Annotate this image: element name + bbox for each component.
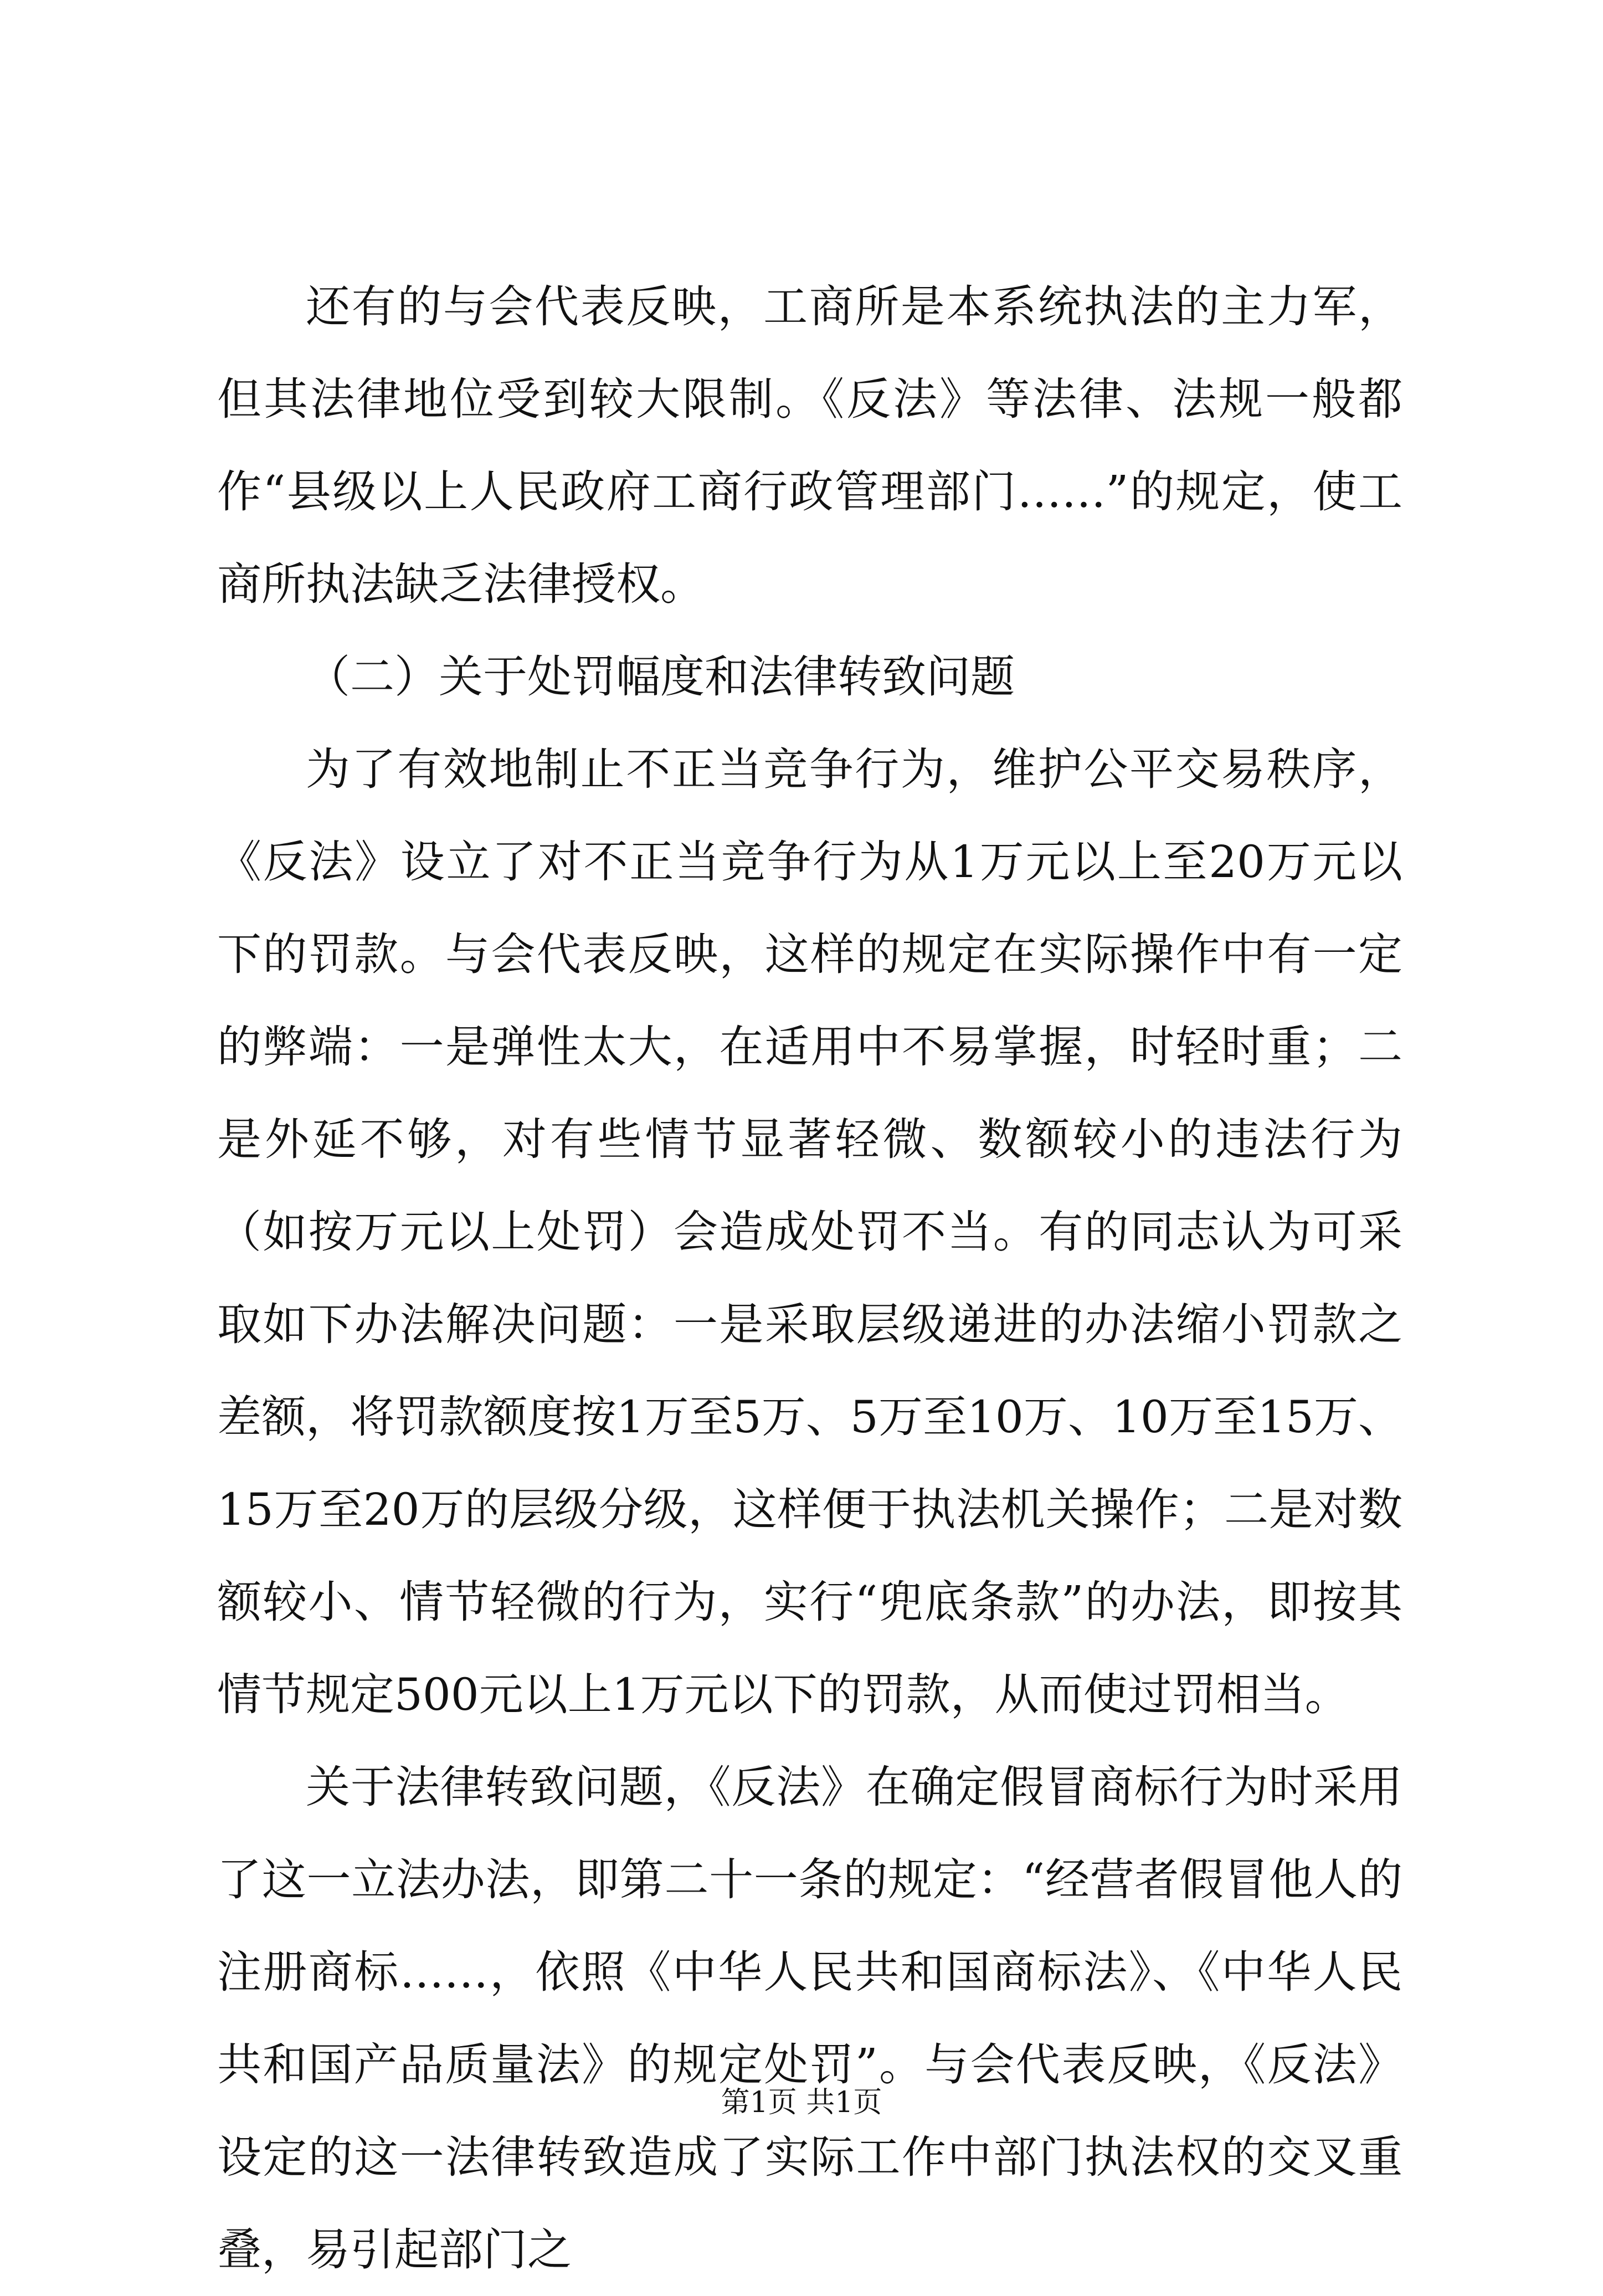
page-footer: 第1页 共1页 (721, 2086, 882, 2119)
document-body (217, 260, 1402, 2296)
section-heading-penalty: （二）关于处罚幅度和法律转致问题 (306, 651, 1015, 703)
paragraph-legal-referral: 关于法律转致问题，《反法》在确定假冒商标行为时采用了这一立法办法，即第二十一条的规定：“经营者假冒他人的注册商标……，依照《中华人民共和国商标法》、《中华人民共和国产品质量法》的规定处罚”。与会代表反映，《反法》设定的这一法律转致造成了实际工作中部门执法权的交叉重叠，易引起部门之 (217, 1761, 1402, 2276)
paragraph-penalty-range: 为了有效地制止不正当竞争行为，维护公平交易秩序，《反法》设立了对不正当竞争行为从1万元以上至20万元以下的罚款。与会代表反映，这样的规定在实际操作中有一定的弊端：一是弹性太大，在适用中不易掌握，时轻时重；二是外延不够，对有些情节显著轻微、数额较小的违法行为（如按万元以上处罚）会造成处罚不当。有的同志认为可采取如下办法解决问题：一是采取层级递进的办法缩小罚款之差额，将罚款额度按1万至5万、5万至10万、10万至15万、15万至20万的层级分级，这样便于执法机关操作；二是对数额较小、情节轻微的行为，实行“兜底条款”的办法，即按其情节规定500元以上1万元以下的罚款，从而使过罚相当。 (217, 744, 1402, 1720)
paragraph-gongshangsuo: 还有的与会代表反映，工商所是本系统执法的主力军，但其法律地位受到较大限制。《反法》等法律、法规一般都作“县级以上人民政府工商行政管理部门……”的规定，使工商所执法缺乏法律授权。 (217, 281, 1402, 610)
